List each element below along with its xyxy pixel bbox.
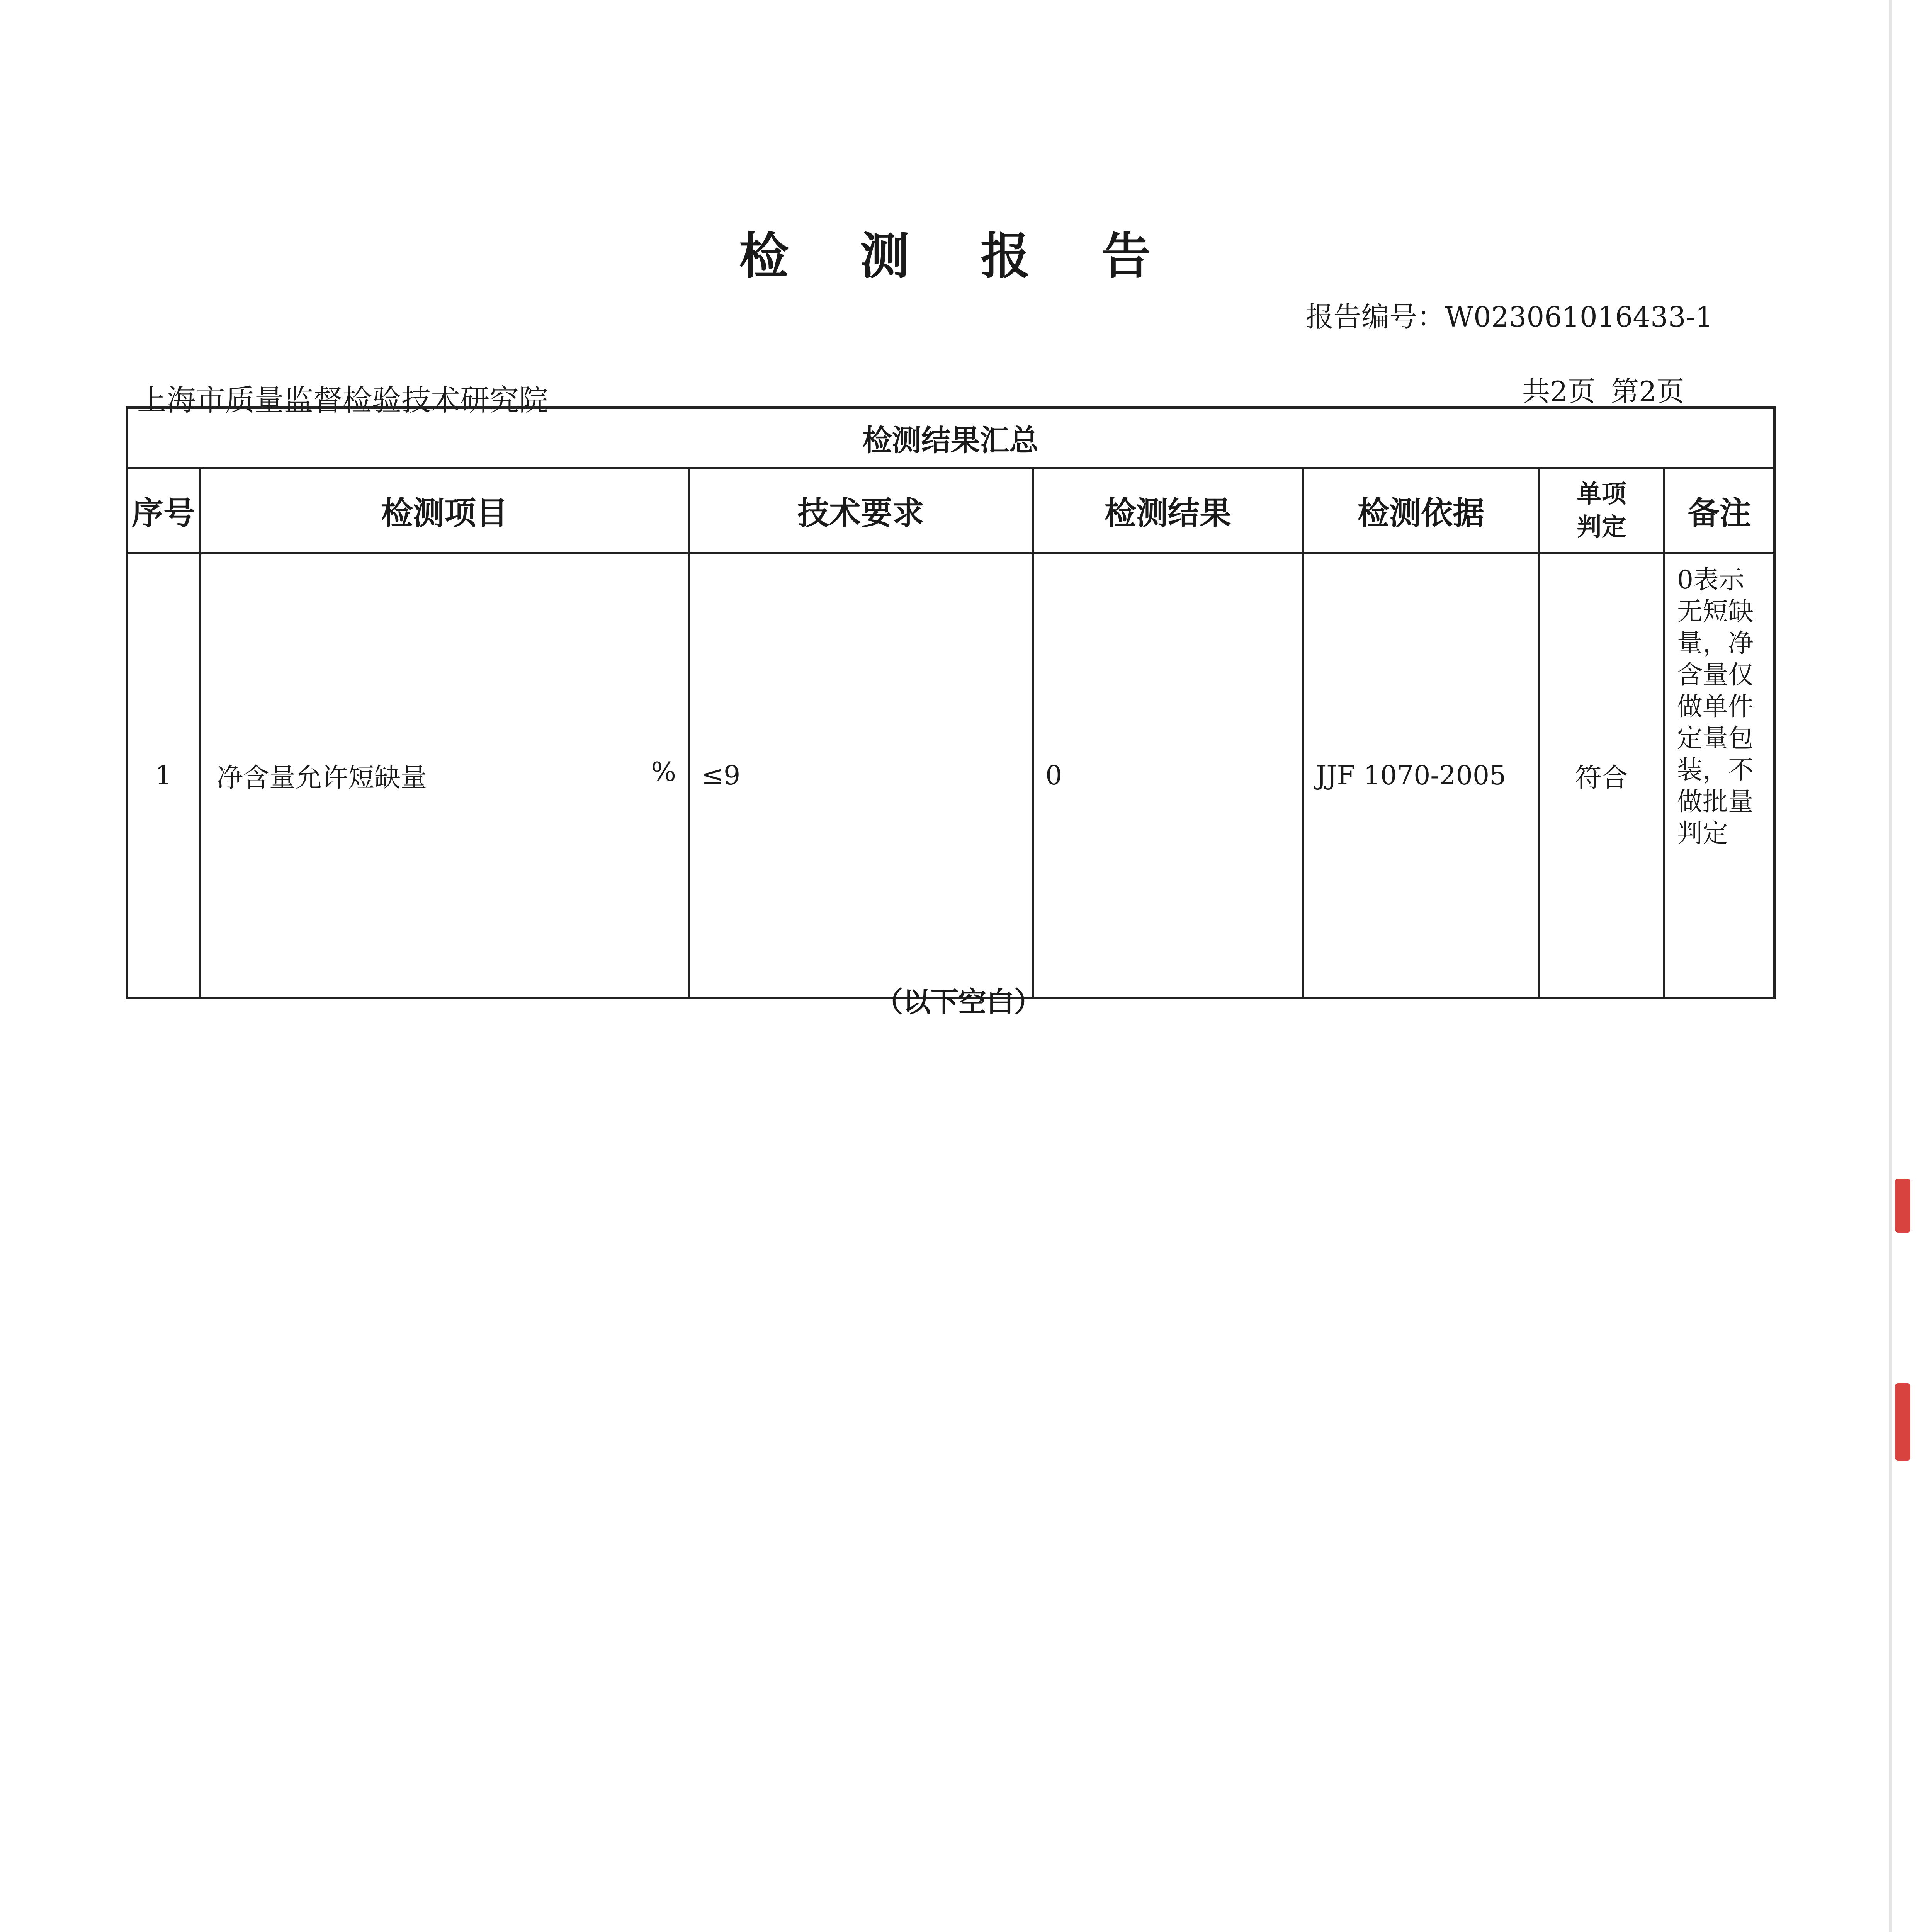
cell-basis: JJF 1070-2005: [1303, 553, 1539, 998]
scan-edge-line: [1889, 0, 1892, 1932]
cell-item-name: 净含量允许短缺量: [217, 763, 427, 793]
table-row: [127, 553, 1774, 998]
cell-item: [200, 553, 689, 998]
header-item: 检测项目: [200, 468, 689, 553]
page-indicator: [1522, 369, 1684, 409]
cell-judgment: 符合: [1539, 553, 1664, 998]
cell-remark: 0表示无短缺量，净含量仅做单件定量包装，不做批量判定: [1664, 553, 1774, 998]
cell-unit: %: [651, 757, 676, 787]
cell-result: 0: [1033, 553, 1303, 998]
organization-name: 上海市质量监督检验技术研究院: [137, 383, 548, 417]
table-caption: 检测结果汇总: [127, 408, 1774, 468]
cell-seq: 1: [127, 553, 200, 998]
table-header-row: [127, 468, 1774, 553]
seal-fragment: [1895, 1383, 1910, 1461]
header-requirement: 技术要求: [689, 468, 1033, 553]
page-total: 共2页: [1522, 375, 1596, 408]
page-current: 第2页: [1611, 375, 1684, 408]
header-judgment-line2: 判定: [1577, 513, 1626, 542]
header-basis: 检测依据: [1303, 468, 1539, 553]
header-result: 检测结果: [1033, 468, 1303, 553]
header-seq: 序号: [127, 468, 200, 553]
header-judgment: [1539, 468, 1664, 553]
header-remark: 备注: [1664, 468, 1774, 553]
blank-below-note: （以下空白）: [875, 986, 1042, 1018]
cell-requirement: ≤9: [689, 553, 1033, 998]
table-caption-row: [127, 408, 1774, 468]
document-title: 检 测 报 告: [739, 228, 1178, 285]
results-table: [126, 406, 1776, 999]
header-judgment-line1: 单项: [1577, 480, 1626, 509]
seal-fragment: [1895, 1179, 1910, 1233]
report-number: 报告编号：W023061016433-1: [1306, 301, 1713, 333]
